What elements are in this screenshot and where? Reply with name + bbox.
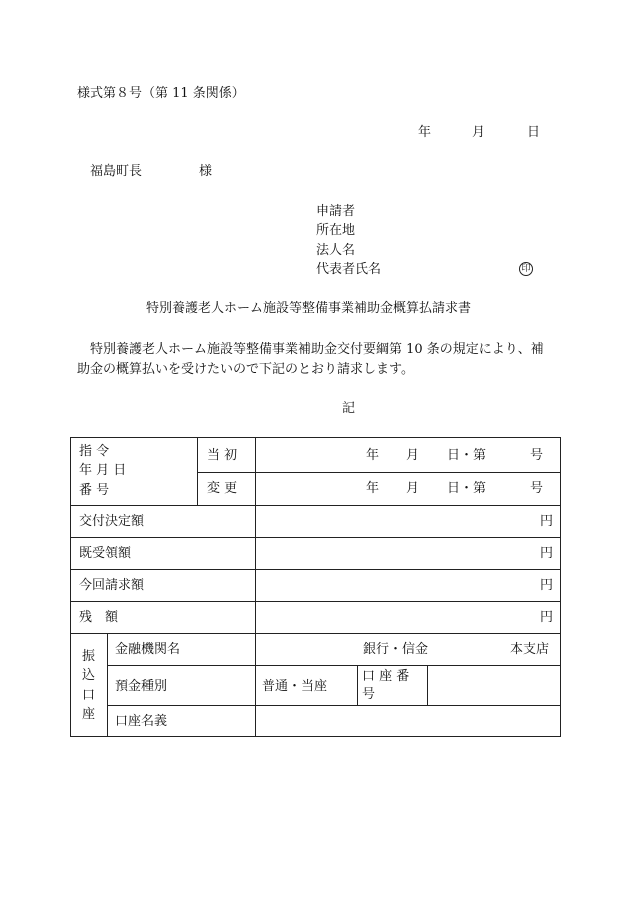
transfer-label-char: 振	[82, 649, 96, 664]
account-number-label: 口 座 番	[362, 669, 410, 684]
order-label-date: 年 月 日	[79, 463, 127, 478]
address-label: 所在地	[316, 223, 356, 238]
initial-month: 月	[406, 448, 420, 463]
rule	[71, 569, 561, 570]
deposit-type-options: 普通・当座	[262, 679, 328, 694]
rule	[107, 665, 561, 666]
change-day-no: 日・第	[447, 481, 487, 496]
change-gou: 号	[530, 481, 544, 496]
date-month: 月	[472, 125, 486, 140]
remaining-amount-label: 残 額	[79, 610, 119, 625]
rule	[255, 438, 256, 736]
rule	[107, 633, 108, 736]
transfer-label-char: 込	[82, 668, 96, 683]
body-text-line-1: 特別養護老人ホーム施設等整備事業補助金交付要綱第 10 条の規定により、補	[90, 342, 544, 357]
branch-label: 本支店	[510, 642, 550, 657]
order-label-shirei: 指 令	[79, 444, 110, 459]
rule	[197, 472, 561, 473]
document-title: 特別養護老人ホーム施設等整備事業補助金概算払請求書	[146, 301, 472, 316]
bank-type: 銀行・信金	[363, 642, 429, 657]
initial-label: 当 初	[207, 448, 238, 463]
deposit-type-label: 預金種別	[115, 679, 168, 694]
already-received-label: 既受領額	[79, 546, 132, 561]
initial-year: 年	[366, 448, 380, 463]
rule	[427, 665, 428, 705]
change-month: 月	[406, 481, 420, 496]
yen-unit: 円	[540, 546, 554, 561]
initial-gou: 号	[530, 448, 544, 463]
order-label-number: 番 号	[79, 483, 110, 498]
yen-unit: 円	[540, 610, 554, 625]
applicant-label: 申請者	[316, 204, 356, 219]
grant-decision-amount-label: 交付決定額	[79, 514, 145, 529]
rule	[71, 601, 561, 602]
account-holder-label: 口座名義	[115, 714, 168, 729]
body-text-line-2: 助金の概算払いを受けたいので下記のとおり請求します。	[77, 362, 414, 377]
current-claim-label: 今回請求額	[79, 578, 145, 593]
date-year: 年	[418, 125, 432, 140]
corporation-label: 法人名	[316, 243, 356, 258]
representative-label: 代表者氏名	[316, 262, 382, 277]
yen-unit: 円	[540, 514, 554, 529]
change-label: 変 更	[207, 481, 238, 496]
transfer-label-char: 座	[82, 707, 96, 722]
rule	[357, 665, 358, 705]
yen-unit: 円	[540, 578, 554, 593]
ki-heading: 記	[342, 401, 356, 416]
transfer-label-char: 口	[82, 688, 96, 703]
initial-day-no: 日・第	[447, 448, 487, 463]
rule	[71, 633, 561, 634]
rule	[197, 438, 198, 505]
bank-name-label: 金融機関名	[115, 642, 181, 657]
date-day: 日	[527, 125, 541, 140]
change-year: 年	[366, 481, 380, 496]
claim-table	[70, 437, 561, 737]
form-number: 様式第８号（第 11 条関係）	[77, 86, 245, 101]
addressee-name: 福島町長	[90, 164, 143, 179]
addressee-honorific: 様	[199, 164, 213, 179]
rule	[71, 505, 561, 506]
seal-mark: 印	[519, 262, 533, 276]
account-number-label-cont: 号	[362, 687, 376, 702]
rule	[107, 705, 561, 706]
rule	[71, 537, 561, 538]
